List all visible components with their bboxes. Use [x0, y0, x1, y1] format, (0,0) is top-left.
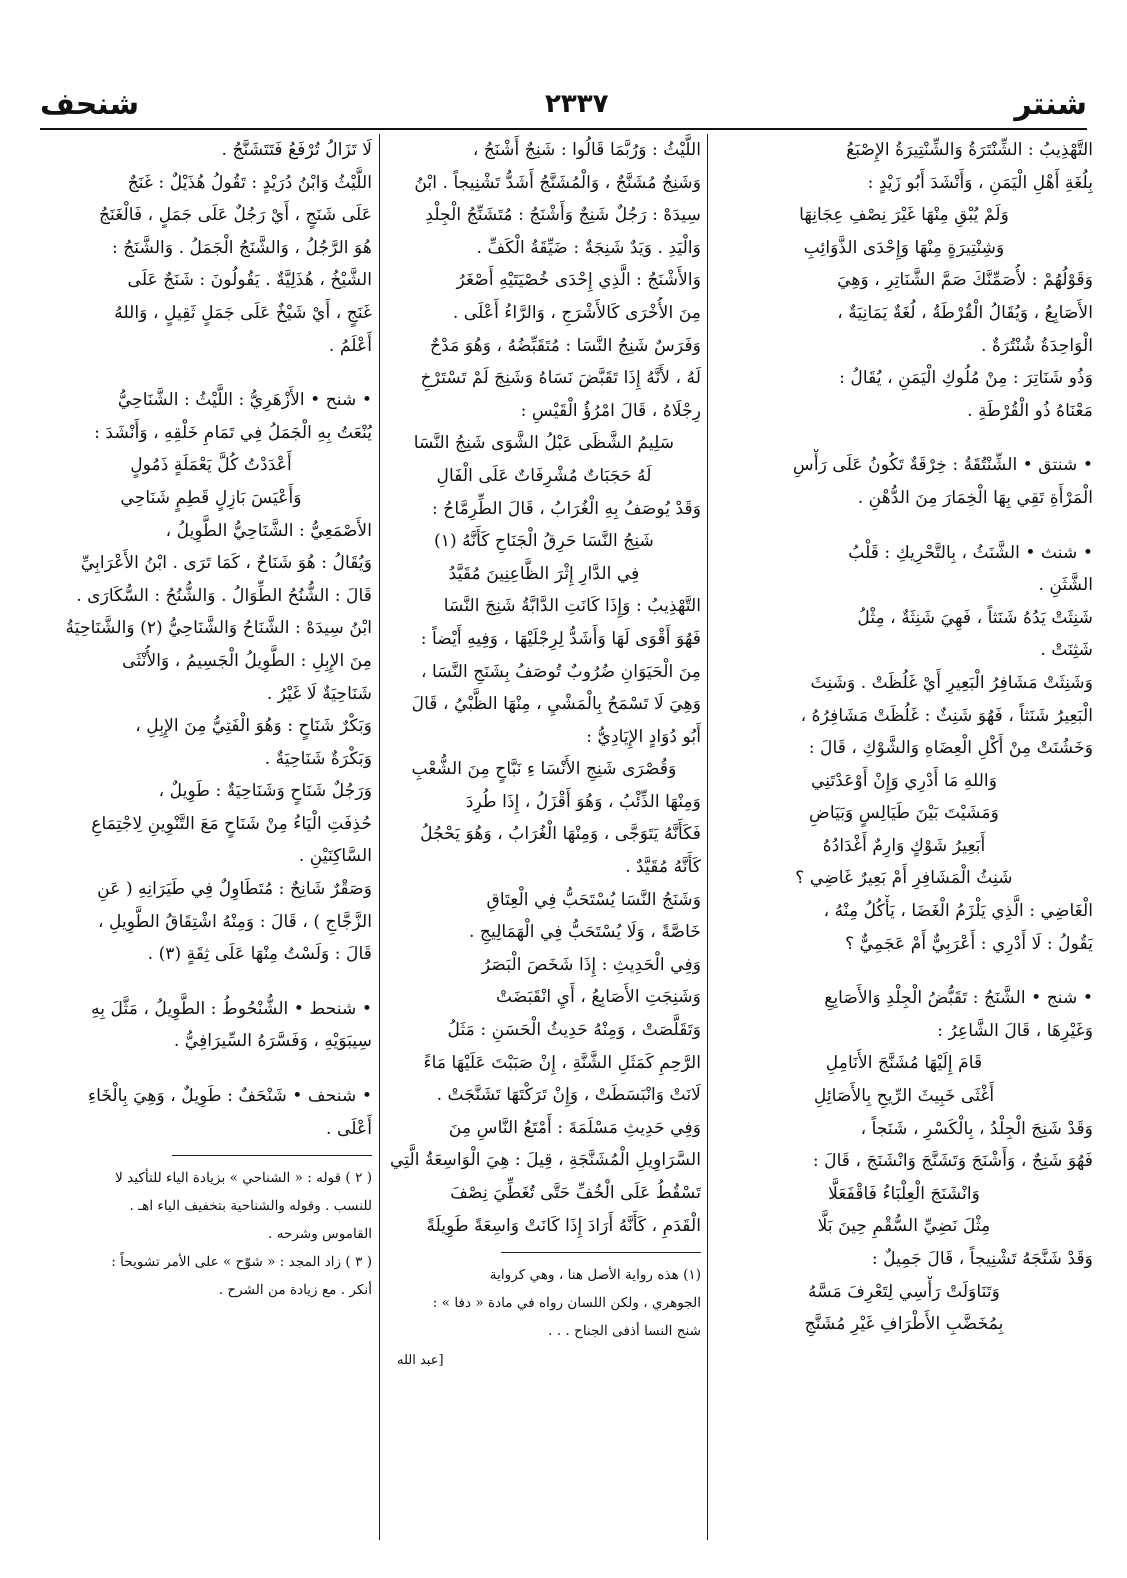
text-line: وَبَكْرَةٌ شَنَاحِيَةٌ .	[264, 748, 372, 769]
text-line: لَا تَزَالُ تُرْفَعُ فَتَتَشَنَّجُ .	[221, 140, 372, 160]
text-line: وَالأَشْنَجُ : الَّذِي إِحْدَى خُصْيَتَيْهِ أَصْغَرُ	[456, 270, 701, 291]
entry-gap	[715, 515, 1093, 537]
text-line: وَفِي الْحَدِيثِ : إِذَا شَخَصَ الْبَصَرُ	[481, 954, 701, 975]
text-line: وَهِيَ لَا تَسْمَحُ بِالْمَشْيِ ، مِنْهَا الظَّبْيُ ، قَالَ	[411, 694, 701, 715]
verse-line: فِي الدَّارِ إِثْرَ الظَّاعِنِينَ مُقَيَّدُ	[448, 563, 640, 584]
entry-headword-line: • شنحط • الشُّنْحُوطُ : الطَّوِيلُ ، مَثَّلَ بِهِ	[91, 998, 372, 1019]
text-line: هُوَ الرَّجُلُ ، وَالشَّنَجُ الْجَمَلُ . وَالشَّنَجُ :	[111, 237, 372, 258]
text-line: الْمَرْأَةِ تَقِي بِهَا الْخِمَارَ مِنَ الدُّهْنِ .	[857, 487, 1093, 508]
text-line: يَقُولُ : لَا أَدْرِي : أَعْرَبِيٌّ أَمْ عَجَمِيٌّ ؟	[845, 933, 1093, 954]
text-line: مَعْنَاهُ ذُو الْقُرْطَةِ .	[967, 400, 1093, 421]
entry-gap	[715, 427, 1093, 449]
text-line: أَعْلَمُ .	[328, 335, 372, 356]
entry-headword-line: • شنح • الأَزْهَرِيُّ : اللَّيْثُ : الشَّنَاحِيُّ	[117, 390, 372, 411]
entry-gap	[50, 971, 372, 993]
text-line: وَبَكْرٌ شَنَاحٍ : وَهُوَ الْفَتِيُّ مِنَ الإِبِلِ ،	[135, 716, 372, 737]
verse-line: شَنِثُ الْمَشَافِرِ أَمْ بَعِيرٌ غَاضِي ؟	[795, 868, 1013, 889]
text-line: لَانَتْ وَانْبَسَطَتْ ، وَإِنْ تَرَكْتَهَا تَشَنَّجَتْ .	[436, 1085, 701, 1106]
text-line: وَشَنَجُ النَّسَا يُسْتَحَبُّ فِي الْعِتَاقِ	[486, 889, 701, 910]
text-line: قَالَ : وَلَسْتُ مِنْهَا عَلَى ثِقَةٍ (٣) .	[147, 944, 372, 965]
verse-line: وَلَمْ يُبْقِ مِنْهَا غَيْرَ نِصْفِ عِجَانِهَا	[799, 205, 1009, 226]
text-line: الزَّجَّاجِ ) ، قَالَ : وَمِنْهُ اشْتِقَاقُ الطَّوِيلِ ،	[97, 911, 372, 932]
footnote-line: (١) هذه رواية الأصل هنا ، وهي كرواية	[489, 1267, 701, 1284]
text-line: السَّاكِنَيْنِ .	[298, 846, 372, 867]
text-line: شَثِنَتْ .	[1040, 640, 1093, 661]
footnotes	[50, 1164, 372, 1304]
verse-line: بِمُخَضَّبِ الأَطْرَافِ غَيْرِ مُشَنَّجِ	[804, 1314, 1004, 1335]
footnote-line: القاموس وشرحه .	[268, 1226, 372, 1243]
verse-line: سَلِيمُ الشَّظَى عَبْلُ الشَّوَى شَنِجُ النَّسَا	[413, 433, 675, 454]
text-line: غَنَجٍ ، أَيْ شَيْخٌ عَلَى جَمَلٍ ثَقِيلٍ ، وَاللهُ	[114, 302, 372, 323]
text-line: أَعْلَى .	[326, 1118, 372, 1139]
text-line: وَخَشُنَتْ مِنْ أَكْلِ الْعِضَاهِ وَالشَّوْكِ ، قَالَ :	[808, 738, 1093, 759]
text-line: وَصَقْرٌ شَانِحٌ : مُتَطَاوِلٌ فِي طَيَرَانِهِ ( عَنِ	[97, 879, 372, 900]
entry-gap	[50, 362, 372, 384]
column-divider	[379, 134, 380, 1540]
editor-note: [عبد الله	[397, 1353, 444, 1369]
text-line: مِنَ الأُخْرَى كَالأَشْرَجِ ، وَالرَّاءُ أَعْلَى .	[452, 302, 701, 323]
text-line: الْبَعِيرُ شَنَثاً ، فَهُوَ شَنِثٌ : غَلُظَتْ مَشَافِرُهُ ،	[800, 705, 1093, 726]
text-line: فَهُوَ شَنِجٌ ، وَأَشْنَجَ وَتَشَنَّجَ وَانْشَنَجَ ، قَالَ :	[812, 1151, 1093, 1172]
text-line: سِيدَهْ : رَجُلٌ شَنِجٌ وَأَشْنَجُ : مُتَشَنِّجُ الْجِلْدِ	[425, 205, 701, 226]
footnote-line: ( ٣ ) زاد المجد : « شوّح » على الأمر تشويحاً :	[111, 1254, 372, 1271]
text-line: مِنَ الْحَيَوَانِ ضُرُوبٌ تُوصَفُ بِشَنَجِ النَّسَا ،	[421, 661, 701, 682]
verse-line: وَاللهِ مَا أَدْرِي وَإِنْ أَوْعَدْتَنِي	[810, 770, 998, 791]
page-header	[40, 82, 1087, 126]
column-divider	[707, 134, 708, 1540]
page-number: ٢٣٣٧	[544, 89, 609, 119]
verse-line: شَنِجُ النَّسَا حَرِقُ الْجَنَاحِ كَأَنَّهُ (١)	[434, 531, 654, 552]
entry-headword-line: • شنتق • الشِّنْتُقَةُ : خِرْقَةٌ تَكُونُ عَلَى رَأْسِ	[792, 455, 1093, 476]
verse-line: وَمَشَيْتَ بَيْنَ طَيَالِسٍ وَبَيَاضِ	[809, 803, 999, 824]
verse-line: وَتَنَاوَلَتْ رَأْسِي لِتَعْرِفَ مَسَّهُ	[808, 1281, 1000, 1302]
text-column-right	[715, 134, 1093, 1540]
text-line: الشَّثَنِ .	[1038, 575, 1093, 596]
text-line: سِيبَوَيْهِ ، وَفَسَّرَهُ السِّيرَافِيُّ .	[173, 1031, 372, 1052]
verse-line: أَبَعِيرُ شَوْكٍ وَارِمٌ أَغْدَادُهُ	[822, 835, 986, 856]
footnote-line: ( ٢ ) قوله : « الشناحي » بزيادة الياء للتأكيد لا	[115, 1170, 372, 1187]
footnote-line: أنكر . مع زيادة من الشرح .	[218, 1282, 372, 1299]
text-line: وَقَوْلُهُمْ : لأُصَمِّنَّكَ صَمَّ الشَّنَاتِرِ ، وَهِيَ	[837, 270, 1093, 291]
text-line: لَهُ ، لأَنَّهُ إِذَا تَقَبَّضَ نَسَاهُ وَشَنِجَ لَمْ تَسْتَرْخِ	[420, 368, 701, 389]
text-line: الْقَدَمِ ، كَأَنَّهُ أَرَادَ إِذَا كَانَتْ وَاسِعَةً طَوِيلَةً	[426, 1215, 701, 1236]
text-line: رِجْلَاهُ ، قَالَ امْرُؤُ الْقَيْسِ :	[520, 400, 701, 421]
entry-gap	[50, 1058, 372, 1080]
text-line: مِنَ الإِبِلِ : الطَّوِيلُ الْجَسِيمُ ، وَالأُنْثَى	[122, 650, 372, 671]
text-line: اللَّيْثُ وَابْنُ دُرَيْدٍ : تَقُولُ هُذَيْلٌ : غَنَجٌ	[127, 172, 372, 193]
text-column-left	[50, 134, 372, 1540]
verse-line: لَهُ حَجَبَاتٌ مُشْرِفَاتٌ عَلَى الْفَالِ	[436, 465, 652, 486]
text-line: خَاصَّةً ، وَلَا يُسْتَحَبُّ فِي الْهَمَالِيجِ .	[468, 922, 701, 943]
text-line: وَشَنِجٌ مُشَنَّجٌ ، وَالْمُشَنَّجُ أَشَدُّ تَشْنِيجاً . ابْنُ	[414, 172, 701, 193]
text-line: شَنِثَتْ يَدُهُ شَنَثاً ، فَهِيَ شَنِثَةٌ ، مِثْلُ	[857, 607, 1093, 628]
verse-line: قَامَ إِلَيْهَا مُشَنَّجَ الأَنَامِلِ	[825, 1053, 983, 1074]
text-line: التَّهْذِيبُ : الشِّنْتَرَةُ وَالشِّنْتِيرَةُ الإِصْبَعُ	[846, 140, 1093, 160]
verse-line: أَعْدَدْتُ كُلَّ يَعْمَلَةٍ ذَمُولٍ	[130, 455, 292, 476]
text-line: الشَّيْخُ ، هُذَلِيَّةٌ . يَقُولُونَ : شَنَجٌ عَلَى	[127, 270, 372, 291]
verse-line: أَغْثَى خَبِيثَ الرِّيحِ بِالأَصَائِلِ	[813, 1086, 995, 1107]
text-line: التَّهْذِيبُ : وَإِذَا كَانَتِ الدَّابَّةُ شَنِجَ النَّسَا	[443, 596, 701, 617]
text-line: السَّرَاوِيلِ الْمُشَنَّجَةِ ، قِيلَ : هِيَ الْوَاسِعَةُ الَّتِي	[390, 1150, 701, 1171]
text-line: الْغَاضِي : الَّذِي يَلْزَمُ الْغَضَا ، يَأْكُلُ مِنْهُ ،	[823, 901, 1093, 922]
header-left-word: شنحف	[40, 86, 140, 122]
text-line: أَبُو دُوَادٍ الإِيَادِيُّ :	[586, 726, 701, 747]
text-line: وَرَجُلٌ شَنَاحٍ وَشَنَاحِيَةٌ : طَوِيلٌ ،	[158, 781, 372, 802]
text-line: وَقَدْ يُوصَفُ بِهِ الْغُرَابُ ، قَالَ الطِّرِمَّاحُ :	[432, 498, 701, 519]
footnote-line: شنج النسا أذفى الجناح . . .	[548, 1323, 701, 1340]
header-rule	[40, 128, 1087, 130]
text-line: وَقَدْ شَنِجَ الْجِلْدُ ، بِالْكَسْرِ ، شَنَجاً ،	[860, 1118, 1093, 1139]
footnote-line: للنسب . وقوله والشناحية بتخفيف الياء اهـ .	[129, 1198, 372, 1215]
footnote-line: الجوهري ، ولكن اللسان رواه في مادة « دفا » :	[432, 1295, 701, 1312]
text-line: ابْنُ سِيدَهْ : الشَّنَاحُ وَالشَّنَاحِيُّ (٢) وَالشَّنَاحِيَةُ	[65, 618, 372, 639]
entry-gap	[715, 960, 1093, 982]
text-line: وَشَنِثَتْ مَشَافِرُ الْبَعِيرِ أَيْ غَلُظَتْ . وَشَنِثَ	[810, 672, 1093, 693]
text-line: وَفِي حَدِيثِ مَسْلَمَةَ : أَمْتَعُ النَّاسِ مِنَ	[448, 1117, 701, 1138]
text-column-middle	[387, 134, 701, 1540]
text-line: قَالَ : الشُّنُحُ الطِّوَالُ . وَالشُّنُحُ : السُّكَارَى .	[76, 585, 372, 606]
text-line: فَهُوَ أَقْوَى لَهَا وَأَشَدُّ لِرِجْلَيْهَا ، وَفِيهِ أَيْضاً :	[420, 628, 701, 649]
text-line: وَتَقَلَّصَتْ ، وَمِنْهُ حَدِيثُ الْحَسَنِ : مَثَلُ	[447, 1020, 701, 1041]
header-right-word: شنتر	[1014, 86, 1087, 122]
text-line: وَفَرَسٌ شَنِجُ النَّسَا : مُتَقَبِّضُهُ ، وَهُوَ مَدْحٌ	[430, 335, 701, 356]
footnote-rule	[501, 1252, 701, 1253]
text-line: وَيُقَالُ : هُوَ شَنَاحٌ ، كَمَا تَرَى . ابْنُ الأَعْرَابِيِّ	[80, 553, 372, 574]
entry-headword-line: • شنج • الشَّنَجُ : تَقَبُّضُ الْجِلْدِ وَالأَصَابِعِ	[824, 988, 1093, 1009]
verse-line: وَأَعْيَسَ بَازِلٍ قَطِمٍ شَنَاحِي	[120, 487, 302, 508]
text-line: شَنَاحِيَةٌ لَا غَيْرُ .	[266, 683, 372, 704]
verse-line: وَقُصْرَى شَنِجِ الأَنْسَا ءِ نَبَّاحٍ مِنَ الشُّعْبِ	[411, 759, 677, 780]
text-line: وَالْيَدِ . وَيَدٌ شَنِجَةٌ : ضَيِّقَةُ الْكَفِّ .	[476, 237, 701, 258]
text-line: يُنْعَتُ بِهِ الْجَمَلُ فِي تَمَامِ خَلْقِهِ ، وَأَنْشَدَ :	[94, 422, 372, 443]
text-line: الأَصَابِعُ ، وَيُقَالُ الْقُرْطَةُ ، لُغَةٌ يَمَانِيَةٌ ،	[837, 302, 1093, 323]
text-line: وَذُو شَنَاتِرَ : مِنْ مُلُوكِ الْيَمَنِ ، يُقَالُ :	[839, 368, 1093, 389]
text-line: كَأَنَّهُ مُقَيَّدٌ .	[625, 857, 701, 878]
text-line: الأَصْمَعِيُّ : الشَّنَاحِيُّ الطَّوِيلُ ،	[165, 520, 372, 541]
text-line: وَشَنِجَتِ الأَصَابِعُ ، أَيِ انْقَبَضَتْ	[495, 987, 701, 1008]
verse-line: وَانْشَنَجَ الْعِلْبَاءُ فَاقْفَعَلَّا	[828, 1183, 980, 1204]
footnotes	[387, 1261, 701, 1345]
text-line: وَقَدْ شَنَّجَهُ تَشْنِيجاً ، قَالَ جَمِيلٌ :	[871, 1249, 1093, 1269]
footnote-rule	[172, 1155, 372, 1156]
text-line: عَلَى شَنَجٍ ، أَيْ رَجُلٌ عَلَى جَمَلٍ ، فَالْغَنَجُ	[98, 205, 372, 226]
text-line: حُذِفَتِ الْيَاءُ مِنْ شَنَاحٍ مَعَ التَّنْوِينِ لِاجْتِمَاعِ	[91, 813, 372, 834]
text-line: اللَّيْثُ : وَرُبَّمَا قَالُوا : شَنِجٌ أَشْنَجُ ،	[472, 140, 701, 160]
text-line: وَمِنْهَا الذِّئْبُ ، وَهُوَ أَقْزَلُ ، إِذَا طُرِدَ	[465, 791, 701, 812]
text-line: تَسْقُطُ عَلَى الْخُفِّ حَتَّى تُغَطِّيَ نِصْفَ	[450, 1183, 701, 1203]
text-line: بِلُغَةِ أَهْلِ الْيَمَنِ ، وَأَنْشَدَ أَبُو زَيْدٍ :	[867, 172, 1093, 193]
verse-line: مِثْلَ نَضِيِّ السُّقْمِ حِينَ بَلَّا	[817, 1216, 991, 1237]
entry-headword-line: • شنث • الشَّنَثُ ، بِالتَّحْرِيكِ : قَلْبُ	[848, 542, 1093, 563]
entry-headword-line: • شنحف • شَنْحَفٌ : طَوِيلٌ ، وَهِيَ بِالْخَاءِ	[88, 1086, 372, 1107]
text-line: فَكَأَنَّهُ يَتَوَجَّى ، وَمِنْهَا الْغُرَابُ ، وَهُوَ يَحْجُلُ	[420, 824, 701, 845]
text-line: الرَّحِمِ كَمَثَلِ الشَّنَّةِ ، إِنْ صَبَبْتَ عَلَيْهَا مَاءً	[423, 1052, 701, 1073]
text-line: الْوَاحِدَةُ شُنْتُرَةٌ .	[981, 335, 1093, 356]
verse-line: وَشِنْتِيرَةٍ مِنْهَا وَإِحْدَى الذَّوَائِبِ	[803, 237, 1005, 258]
text-line: وَغَيْرِهَا ، قَالَ الشَّاعِرُ :	[937, 1020, 1093, 1041]
